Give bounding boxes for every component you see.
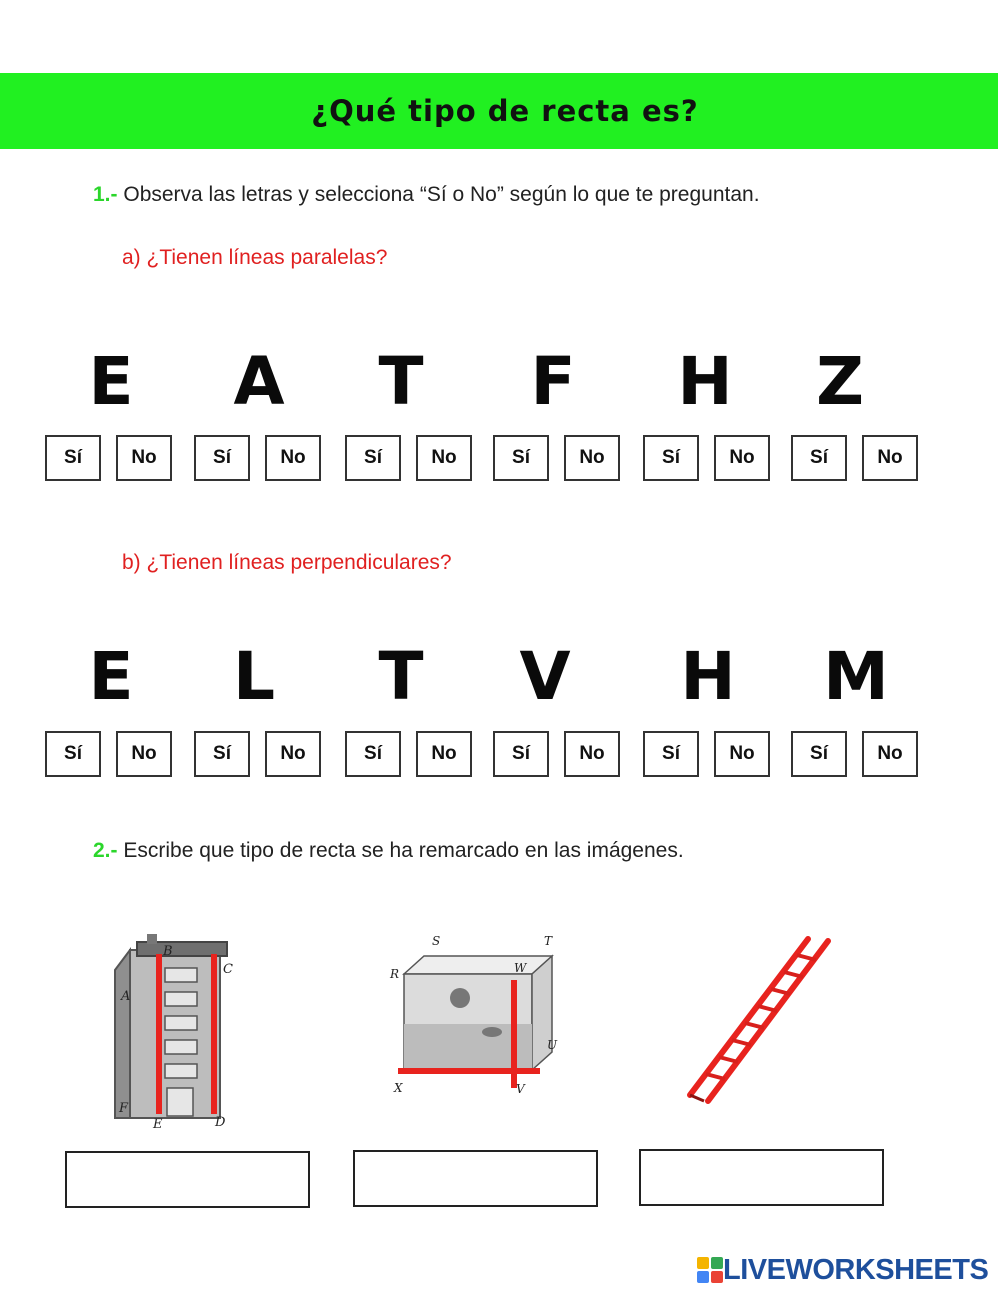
answer-box-2[interactable] bbox=[353, 1150, 598, 1207]
option-no-b-6[interactable]: No bbox=[862, 731, 918, 777]
option-yes-b-1[interactable]: Sí bbox=[45, 731, 101, 777]
option-no-b-3[interactable]: No bbox=[416, 731, 472, 777]
option-yes-a-4[interactable]: Sí bbox=[493, 435, 549, 481]
option-no-a-5[interactable]: No bbox=[714, 435, 770, 481]
letter-b-1: E bbox=[88, 638, 134, 715]
building-label-a: A bbox=[121, 989, 131, 1004]
tank-label-x: X bbox=[394, 1081, 403, 1095]
building-label-e: E bbox=[153, 1117, 163, 1132]
option-no-b-1[interactable]: No bbox=[116, 731, 172, 777]
section2-text: Escribe que tipo de recta se ha remarcado en las imágenes. bbox=[123, 839, 684, 862]
letter-a-6: Z bbox=[816, 343, 864, 420]
title-banner bbox=[0, 73, 998, 149]
liveworksheets-logo bbox=[697, 1253, 988, 1287]
letter-b-5: H bbox=[680, 638, 736, 715]
section2-number: 2.- bbox=[93, 839, 118, 862]
tank-label-w: W bbox=[514, 961, 527, 975]
letter-a-3: T bbox=[378, 343, 424, 420]
tank-label-v: V bbox=[516, 1082, 525, 1096]
letter-b-2: L bbox=[232, 638, 276, 715]
option-yes-a-5[interactable]: Sí bbox=[643, 435, 699, 481]
building-image bbox=[97, 930, 252, 1132]
tank-label-r: R bbox=[390, 967, 400, 981]
building-label-d: D bbox=[215, 1115, 226, 1130]
letter-a-4: F bbox=[530, 343, 576, 420]
option-yes-b-5[interactable]: Sí bbox=[643, 731, 699, 777]
option-yes-b-6[interactable]: Sí bbox=[791, 731, 847, 777]
tank-label-t: T bbox=[544, 934, 553, 948]
page-title: ¿Qué tipo de recta es? bbox=[311, 94, 699, 128]
building-label-f: F bbox=[119, 1101, 129, 1116]
section1-text: Observa las letras y selecciona “Sí o No” según lo que te preguntan. bbox=[123, 183, 760, 206]
letter-a-5: H bbox=[677, 343, 733, 420]
option-no-a-3[interactable]: No bbox=[416, 435, 472, 481]
letter-a-2: A bbox=[233, 343, 285, 420]
option-yes-a-6[interactable]: Sí bbox=[791, 435, 847, 481]
question-b-label: b) ¿Tienen líneas perpendiculares? bbox=[122, 551, 452, 574]
option-yes-a-1[interactable]: Sí bbox=[45, 435, 101, 481]
brand-name: LIVEWORKSHEETS bbox=[723, 1253, 989, 1286]
option-no-a-2[interactable]: No bbox=[265, 435, 321, 481]
fish-tank-image bbox=[384, 936, 556, 1096]
option-yes-b-2[interactable]: Sí bbox=[194, 731, 250, 777]
option-yes-b-3[interactable]: Sí bbox=[345, 731, 401, 777]
building-label-b: B bbox=[163, 944, 173, 959]
letter-b-4: V bbox=[519, 638, 571, 715]
building-label-c: C bbox=[223, 962, 233, 977]
letter-b-6: M bbox=[823, 638, 889, 715]
section1-number: 1.- bbox=[93, 183, 118, 206]
section2-instruction bbox=[93, 839, 684, 863]
answer-box-1[interactable] bbox=[65, 1151, 310, 1208]
ladder-image bbox=[682, 933, 842, 1111]
letter-a-1: E bbox=[88, 343, 134, 420]
option-no-b-4[interactable]: No bbox=[564, 731, 620, 777]
option-no-a-4[interactable]: No bbox=[564, 435, 620, 481]
section1-instruction bbox=[93, 183, 760, 207]
liveworksheets-icon bbox=[697, 1257, 723, 1283]
tank-label-s: S bbox=[432, 934, 441, 948]
answer-box-3[interactable] bbox=[639, 1149, 884, 1206]
option-no-b-2[interactable]: No bbox=[265, 731, 321, 777]
option-no-a-6[interactable]: No bbox=[862, 435, 918, 481]
question-a-label: a) ¿Tienen líneas paralelas? bbox=[122, 246, 388, 269]
option-yes-b-4[interactable]: Sí bbox=[493, 731, 549, 777]
option-no-b-5[interactable]: No bbox=[714, 731, 770, 777]
letter-b-3: T bbox=[378, 638, 424, 715]
option-yes-a-2[interactable]: Sí bbox=[194, 435, 250, 481]
option-yes-a-3[interactable]: Sí bbox=[345, 435, 401, 481]
tank-label-u: U bbox=[547, 1038, 558, 1052]
option-no-a-1[interactable]: No bbox=[116, 435, 172, 481]
